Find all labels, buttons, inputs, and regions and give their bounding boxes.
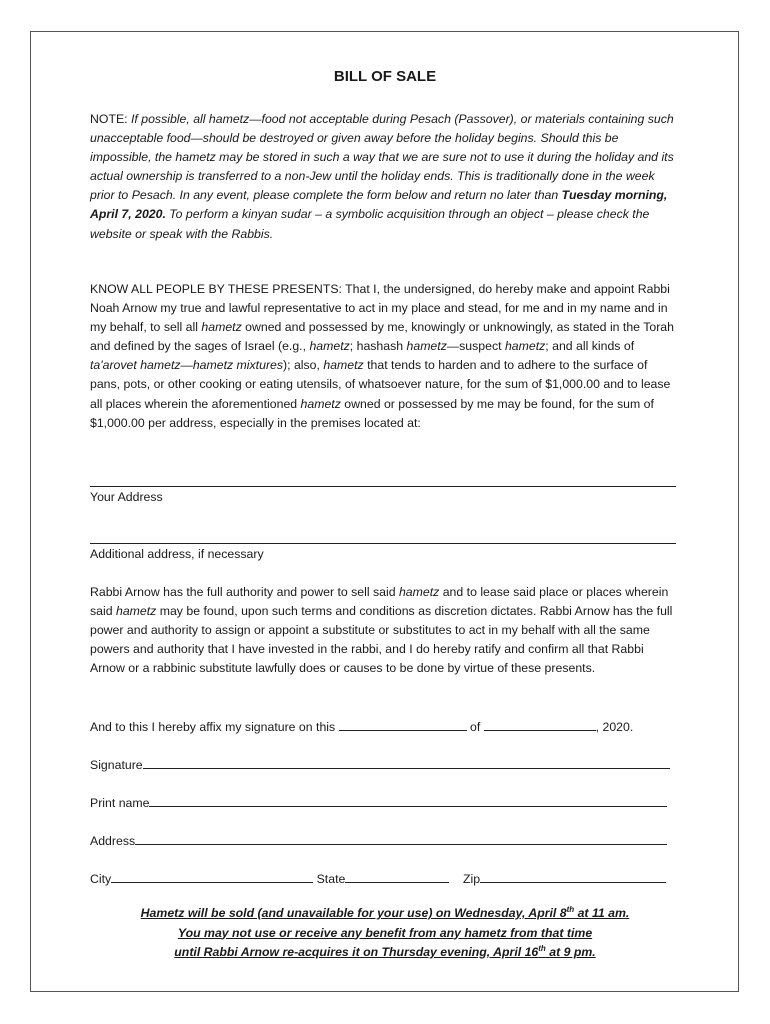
- affix-text: And to this I hereby affix my signature on this: [90, 720, 339, 734]
- note-label: NOTE:: [90, 112, 131, 126]
- text: that tends to harden and to adhere to the surface of pans, pots, or other cooking or eating utensils, of whatsoever nature, for the sum of $1,000.00 and to lease all places wherein the aforementioned: [90, 358, 671, 411]
- affix-of: of: [466, 720, 484, 734]
- hametz-term: ta'arovet hametz—hametz mixtures: [90, 358, 284, 373]
- additional-address-label: Additional address, if necessary: [90, 547, 264, 561]
- footer-line-1: [0, 904, 770, 924]
- city-state-zip-row: [90, 869, 676, 887]
- month-blank[interactable]: [484, 717, 596, 731]
- appointment-paragraph: [90, 280, 676, 433]
- text: until Rabbi Arnow re-acquires it on Thursday evening, April 16: [174, 945, 539, 959]
- text: and to lease said place or places wherein said: [90, 585, 669, 619]
- print-name-row: [90, 793, 676, 811]
- hametz-term: hametz—: [406, 339, 460, 354]
- city-blank[interactable]: [111, 869, 313, 883]
- text: at 11 am.: [574, 906, 630, 920]
- hametz-term: hametz: [323, 358, 364, 373]
- affix-year: , 2020.: [595, 720, 634, 734]
- your-address-line[interactable]: [90, 486, 676, 487]
- ordinal-suffix: th: [566, 904, 575, 914]
- authority-paragraph: [90, 583, 676, 678]
- hametz-term: hametz: [300, 396, 341, 411]
- footer-notice: [0, 904, 770, 963]
- text: owned and possessed by me, knowingly or unknowingly, as stated in the Torah and defined by the sages of Israel (e.g.,: [90, 320, 674, 354]
- text: Rabbi Arnow has the full authority and power to sell said: [90, 585, 399, 599]
- state-label: State: [316, 872, 346, 886]
- text: ; hashash: [349, 339, 407, 354]
- address-label: Address: [90, 834, 136, 848]
- signature-blank[interactable]: [143, 755, 670, 769]
- note-paragraph: [90, 110, 676, 244]
- zip-blank[interactable]: [480, 869, 666, 883]
- document-title: BILL OF SALE: [333, 68, 437, 85]
- hametz-term: hametz: [504, 339, 546, 354]
- signature-label: Signature: [90, 758, 143, 772]
- affix-signature-date-row: [90, 717, 676, 735]
- text: may be found, upon such terms and conditions as discretion dictates. Rabbi Arnow has the full power and authority to assign or appoint a substitute or substitutes to act in my behalf with all the same powers and authority that I have invested in the rabbi, and I do hereby ratify and confirm all that Rabbi Arnow or a rabbinic substitute lawfully does or causes to be done by virtue of these presents.: [90, 604, 673, 676]
- hametz-term: hametz: [398, 585, 440, 599]
- signature-row: [90, 755, 676, 773]
- note-deadline: Tuesday morning, April 7, 2020.: [90, 188, 668, 222]
- hametz-term: hametz: [115, 604, 157, 619]
- day-blank[interactable]: [339, 717, 467, 731]
- print-name-label: Print name: [90, 796, 150, 810]
- print-name-blank[interactable]: [149, 793, 667, 807]
- hametz-term: hametz: [309, 339, 350, 354]
- zip-label: Zip: [463, 872, 481, 886]
- text: KNOW ALL PEOPLE BY THESE PRESENTS: That I, the undersigned, do hereby make and appoint Rabbi Noah Arnow my true and lawful representative to act in my place and stead, for me and in my name and in my behalf, to sell all: [90, 282, 670, 335]
- text: ; and all kinds of: [545, 339, 635, 354]
- state-blank[interactable]: [345, 869, 449, 883]
- hametz-term: hametz: [201, 320, 242, 335]
- footer-line-2: You may not use or receive any benefit from any hametz from that time: [177, 925, 593, 940]
- footer-line-3: [0, 943, 770, 963]
- your-address-label: Your Address: [90, 490, 163, 504]
- city-label: City: [90, 872, 112, 886]
- text: suspect: [459, 339, 505, 354]
- text: at 9 pm.: [545, 945, 596, 959]
- address-blank[interactable]: [135, 831, 667, 845]
- note-text-end: To perform a kinyan sudar – a symbolic acquisition through an object – please check the website or speak with the Rabbis.: [90, 207, 650, 241]
- address-row: [90, 831, 676, 849]
- ordinal-suffix: th: [538, 943, 546, 953]
- note-text: If possible, all hametz—food not acceptable during Pesach (Passover), or materials containing such unacceptable food—should be destroyed or given away before the holiday begins. Should this be impossible, the hametz may be stored in such a way that we are sure not to use it during the holiday and its actual ownership is transferred to a non-Jew until the holiday ends. This is traditionally done in the week prior to Pesach. In any event, please complete the form below and return no later than: [90, 112, 674, 203]
- additional-address-line[interactable]: [90, 543, 676, 544]
- text: ); also,: [283, 358, 324, 373]
- text: Hametz will be sold (and unavailable for your use) on Wednesday, April 8: [140, 906, 567, 920]
- text: owned or possessed by me may be found, for the sum of $1,000.00 per address, especially in the premises located at:: [90, 396, 654, 430]
